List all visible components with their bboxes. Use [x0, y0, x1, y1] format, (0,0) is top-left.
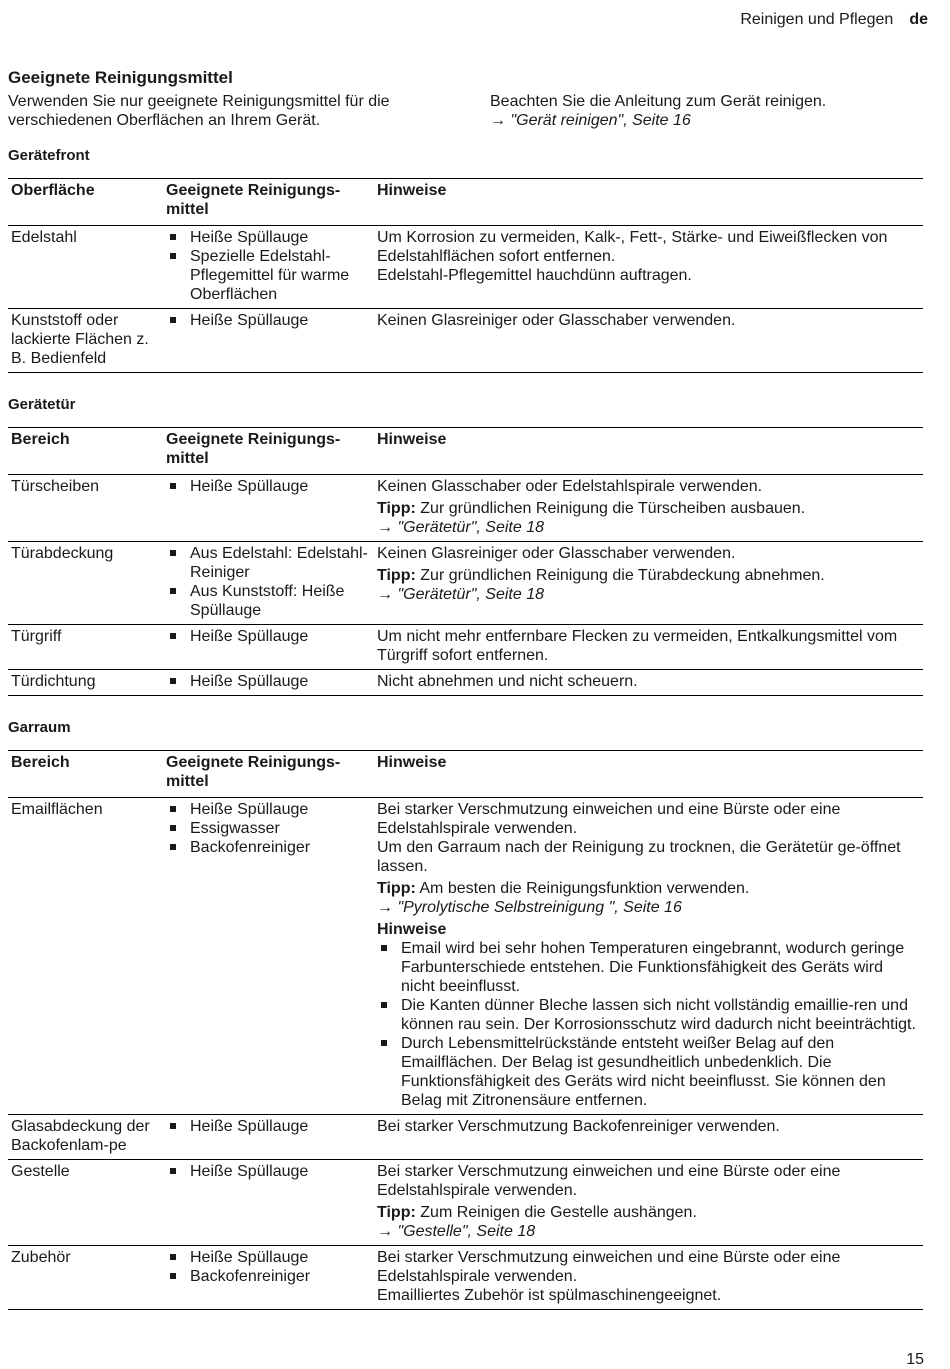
table-row [8, 670, 923, 696]
table-row [8, 1246, 923, 1310]
agent-item: Heiße Spüllauge [166, 672, 371, 691]
intro-left: Verwenden Sie nur geeignete Reinigungsmittel für die verschiedenen Oberflächen an Ihrem Gerät. [8, 93, 390, 129]
crossref-link[interactable]: "Gestelle", Seite 18 [397, 1223, 536, 1240]
agent-item: Heiße Spüllauge [166, 311, 371, 330]
note-text: Edelstahl-Pflegemittel hauchdünn auftragen. [377, 267, 692, 284]
notes-cell [374, 670, 923, 696]
notes-cell [374, 625, 923, 670]
note-text: Keinen Glasschaber oder Edelstahlspirale verwenden. [377, 478, 763, 495]
table-row [8, 798, 923, 1115]
area-cell: Türabdeckung [8, 542, 163, 625]
header-language: de [909, 11, 928, 28]
hint-item: Email wird bei sehr hohen Temperaturen eingebrannt, wodurch geringe Farbunterschiede entstehen. Die Funktionsfähigkeit des Geräts wird nicht beeinflusst. [377, 939, 920, 996]
table-row [8, 475, 923, 542]
hints-list [377, 939, 920, 1110]
agents-cell [163, 542, 374, 625]
table-row [8, 226, 923, 309]
agent-item: Aus Edelstahl: Edelstahl-Reiniger [166, 544, 371, 582]
tip-label: Tipp: [377, 1204, 416, 1221]
note-text: Bei starker Verschmutzung einweichen und eine Bürste oder eine Edelstahlspirale verwenden. [377, 1249, 841, 1285]
table-row [8, 1160, 923, 1246]
crossref-link[interactable]: "Gerätetür", Seite 18 [397, 519, 544, 536]
tip-label: Tipp: [377, 567, 416, 584]
table-row [8, 542, 923, 625]
agent-item: Heiße Spüllauge [166, 627, 371, 646]
crossref[interactable] [377, 518, 920, 537]
notes-cell [374, 1160, 923, 1246]
table-front [8, 178, 923, 373]
crossref-link[interactable]: "Gerät reinigen", Seite 16 [510, 112, 691, 129]
agent-item: Heiße Spüllauge [166, 1117, 371, 1136]
table-header-row [8, 428, 923, 475]
area-cell: Glasabdeckung der Backofenlam-pe [8, 1115, 163, 1160]
note-text: Keinen Glasreiniger oder Glasschaber verwenden. [377, 312, 736, 329]
note-text: Bei starker Verschmutzung einweichen und eine Bürste oder eine Edelstahlspirale verwenden. [377, 801, 841, 837]
note-text: Nicht abnehmen und nicht scheuern. [377, 673, 638, 690]
table-row [8, 625, 923, 670]
tip-body: Zur gründlichen Reinigung die Türscheiben ausbauen. [420, 500, 806, 517]
table-header-row [8, 179, 923, 226]
intro-right-text: Beachten Sie die Anleitung zum Gerät reinigen. [490, 93, 827, 110]
agent-item: Heiße Spüllauge [166, 228, 371, 247]
page-title: Geeignete Reinigungsmittel [8, 68, 233, 87]
note-text: Bei starker Verschmutzung Backofenreiniger verwenden. [377, 1118, 780, 1135]
notes-cell [374, 1115, 923, 1160]
area-cell: Türgriff [8, 625, 163, 670]
agent-item: Heiße Spüllauge [166, 1248, 371, 1267]
hint-item: Die Kanten dünner Bleche lassen sich nicht vollständig emaillie-ren und können rau sein. Der Korrosionsschutz wird dadurch nicht beeinträchtigt. [377, 996, 920, 1034]
agent-item: Heiße Spüllauge [166, 1162, 371, 1181]
agents-cell [163, 625, 374, 670]
column-header: Bereich [8, 428, 163, 475]
column-header: Hinweise [374, 428, 923, 475]
table-row [8, 309, 923, 373]
agents-cell [163, 309, 374, 373]
tip-body: Am besten die Reinigungsfunktion verwenden. [419, 880, 750, 897]
note-text: Emailliertes Zubehör ist spülmaschinengeeignet. [377, 1287, 722, 1304]
tip-label: Tipp: [377, 880, 416, 897]
note-text: Um nicht mehr entfernbare Flecken zu vermeiden, Entkalkungsmittel vom Türgriff sofort entfernen. [377, 628, 898, 664]
arrow-icon: → [377, 519, 393, 536]
column-header: Geeignete Reinigungs-mittel [163, 751, 374, 798]
agent-item: Aus Kunststoff: Heiße Spüllauge [166, 582, 371, 620]
column-header: Geeignete Reinigungs-mittel [163, 428, 374, 475]
notes-cell [374, 542, 923, 625]
table-row [8, 1115, 923, 1160]
column-header: Hinweise [374, 179, 923, 226]
note-text: Bei starker Verschmutzung einweichen und eine Bürste oder eine Edelstahlspirale verwenden. [377, 1163, 841, 1199]
tip-text [377, 566, 920, 585]
intro-crossref[interactable] [490, 111, 923, 130]
table-oven [8, 750, 923, 1310]
area-cell: Gestelle [8, 1160, 163, 1246]
note-text: Um den Garraum nach der Reinigung zu trocknen, die Gerätetür ge-öffnet lassen. [377, 839, 901, 875]
intro-right [490, 92, 923, 130]
column-header: Hinweise [374, 751, 923, 798]
intro [8, 92, 923, 130]
agent-item: Backofenreiniger [166, 838, 371, 857]
note-text: Keinen Glasreiniger oder Glasschaber verwenden. [377, 545, 736, 562]
area-cell: Türscheiben [8, 475, 163, 542]
page-content [8, 68, 923, 1310]
crossref-link[interactable]: "Pyrolytische Selbstreinigung ", Seite 16 [397, 899, 682, 916]
area-cell: Zubehör [8, 1246, 163, 1310]
agent-item: Heiße Spüllauge [166, 477, 371, 496]
column-header: Oberfläche [8, 179, 163, 226]
column-header: Bereich [8, 751, 163, 798]
hints-label: Hinweise [377, 921, 447, 938]
area-cell: Edelstahl [8, 226, 163, 309]
arrow-icon: → [377, 1223, 393, 1240]
tip-body: Zur gründlichen Reinigung die Türabdeckung abnehmen. [420, 567, 825, 584]
area-cell: Emailflächen [8, 798, 163, 1115]
section-heading-door: Gerätetür [8, 396, 76, 413]
crossref-link[interactable]: "Gerätetür", Seite 18 [397, 586, 544, 603]
agents-cell [163, 1246, 374, 1310]
agent-item: Backofenreiniger [166, 1267, 371, 1286]
area-cell: Kunststoff oder lackierte Flächen z. B. Bedienfeld [8, 309, 163, 373]
agents-cell [163, 798, 374, 1115]
arrow-icon: → [377, 586, 393, 603]
page-number: 15 [906, 1351, 924, 1368]
arrow-icon: → [377, 899, 393, 916]
tip-text [377, 499, 920, 518]
tip-label: Tipp: [377, 500, 416, 517]
header-section-title: Reinigen und Pflegen [740, 11, 894, 28]
hint-item: Durch Lebensmittelrückstände entsteht weißer Belag auf den Emailflächen. Der Belag ist gesundheitlich unbedenklich. Die Funktionsfähigkeit des Geräts wird nicht beeinflusst. Sie können den Belag mit Zitronensäure entfernen. [377, 1034, 920, 1110]
notes-cell [374, 1246, 923, 1310]
column-header: Geeignete Reinigungs-mittel [163, 179, 374, 226]
agent-item: Heiße Spüllauge [166, 800, 371, 819]
notes-cell [374, 226, 923, 309]
notes-cell [374, 475, 923, 542]
agents-cell [163, 1115, 374, 1160]
crossref[interactable] [377, 898, 920, 917]
table-header-row [8, 751, 923, 798]
notes-cell [374, 798, 923, 1115]
section-heading-front: Gerätefront [8, 147, 90, 164]
agent-item: Essigwasser [166, 819, 371, 838]
agents-cell [163, 670, 374, 696]
agents-cell [163, 226, 374, 309]
section-heading-oven: Garraum [8, 719, 71, 736]
tip-text [377, 1203, 920, 1222]
table-door [8, 427, 923, 696]
agent-item: Spezielle Edelstahl-Pflegemittel für warme Oberflächen [166, 247, 371, 304]
crossref[interactable] [377, 585, 920, 604]
tip-text [377, 879, 920, 898]
tip-body: Zum Reinigen die Gestelle aushängen. [420, 1204, 697, 1221]
notes-cell [374, 309, 923, 373]
agents-cell [163, 475, 374, 542]
note-text: Um Korrosion zu vermeiden, Kalk-, Fett-, Stärke- und Eiweißflecken von Edelstahlflächen sofort entfernen. [377, 229, 888, 265]
page-header [740, 10, 928, 29]
agents-cell [163, 1160, 374, 1246]
area-cell: Türdichtung [8, 670, 163, 696]
crossref[interactable] [377, 1222, 920, 1241]
arrow-icon: → [490, 112, 506, 129]
